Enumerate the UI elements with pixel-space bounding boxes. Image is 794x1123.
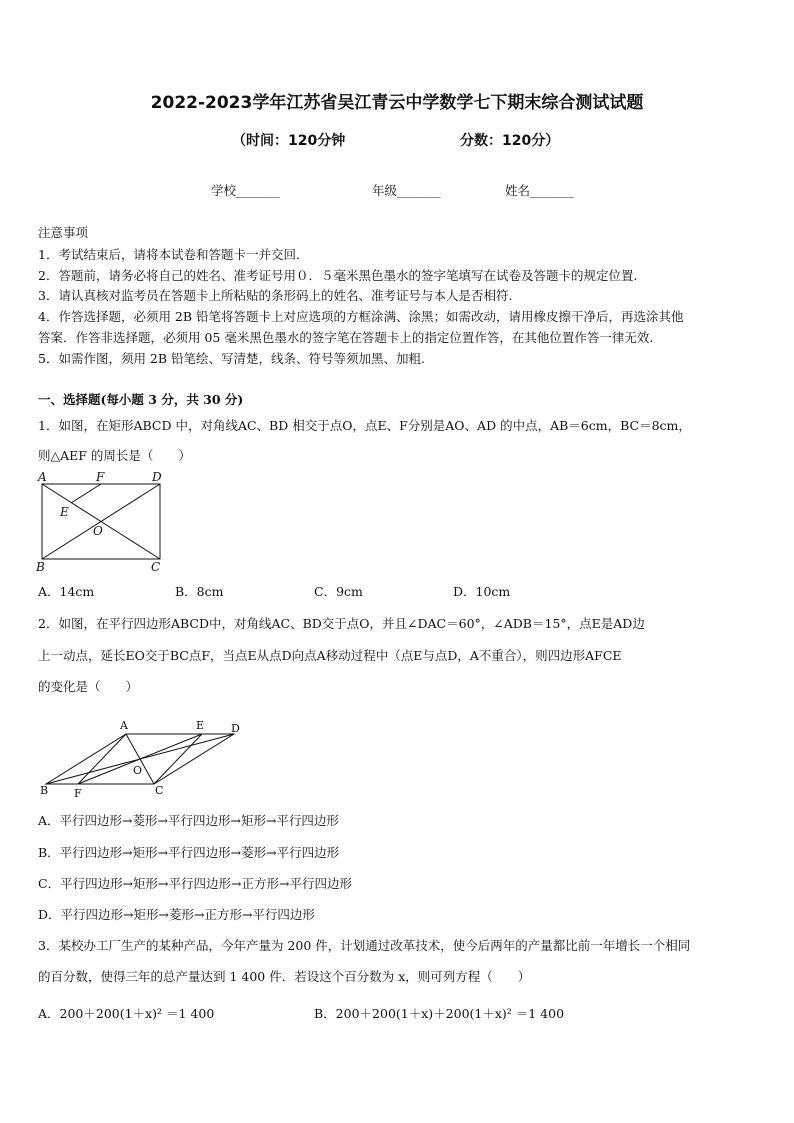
label-a: A	[120, 719, 128, 732]
label-e: E	[196, 719, 205, 732]
time-limit: （时间：120分钟	[232, 133, 346, 149]
page-title: 2022-2023学年江苏省吴江青云中学数学七下期末综合测试试题	[150, 93, 644, 113]
note-item: 3．请认真核对监考员在答题卡上所粘贴的条形码上的姓名、准考证号与本人是否相符.	[38, 288, 513, 303]
q1-stem-line1: 1．如图，在矩形ABCD 中，对角线AC、BD 相交于点O，点E、F分别是AO、AD 的中点，AB＝6cm，BC＝8cm，	[38, 418, 691, 433]
note-item: 4．作答选择题，必须用 2B 铅笔将答题卡上对应选项的方框涂满、涂黑；如需改动，请用橡皮擦干净后，再选涂其他	[38, 309, 684, 324]
label-d: D	[152, 470, 162, 484]
q2-stem-line3: 的变化是（ ）	[38, 679, 139, 694]
school-field[interactable]: 学校_______	[211, 183, 280, 198]
q1-rectangle-figure	[32, 470, 172, 575]
note-item: 5．如需作图，须用 2B 铅笔绘、写清楚，线条、符号等须加黑、加粗.	[38, 351, 426, 366]
label-e: E	[60, 505, 69, 519]
label-c: C	[151, 560, 161, 574]
q3-option-b[interactable]: B．200＋200(1＋x)＋200(1＋x)² ＝1 400	[314, 1006, 565, 1021]
q3-stem-line2: 的百分数，使得三年的总产量达到 1 400 件．若设这个百分数为 x，则可列方程（ ）	[38, 969, 531, 984]
q2-option-c[interactable]: C．平行四边形→矩形→平行四边形→正方形→平行四边形	[38, 876, 352, 891]
q1-option-b[interactable]: B．8cm	[175, 584, 224, 599]
label-a: A	[38, 470, 47, 484]
label-f: F	[74, 787, 82, 798]
q2-parallelogram-figure	[34, 716, 254, 798]
segment-ef	[71, 484, 101, 503]
grade-field[interactable]: 年级_______	[372, 183, 441, 198]
q3-stem-line1: 3．某校办工厂生产的某种产品，今年产量为 200 件，计划通过改革技术，使今后两年的产量都比前一年增长一个相同	[38, 938, 691, 953]
q1-option-c[interactable]: C．9cm	[314, 584, 363, 599]
label-o: O	[133, 764, 143, 777]
total-score: 分数：120分）	[460, 133, 560, 149]
q2-option-a[interactable]: A．平行四边形→菱形→平行四边形→矩形→平行四边形	[38, 813, 339, 828]
label-b: B	[40, 784, 49, 797]
section-heading: 一、选择题(每小题 3 分，共 30 分)	[38, 392, 244, 407]
notes-heading: 注意事项	[38, 225, 89, 240]
note-item: 2．答题前，请务必将自己的姓名、准考证号用０．５毫米黑色墨水的签字笔填写在试卷及答题卡的规定位置.	[38, 268, 638, 283]
q3-option-a[interactable]: A．200＋200(1＋x)² ＝1 400	[38, 1006, 215, 1021]
label-o: O	[93, 524, 103, 538]
label-b: B	[36, 560, 45, 574]
q2-stem-line2: 上一动点，延长EO交于BC点F，当点E从点D向点A移动过程中（点E与点D，A不重合），则四边形AFCE	[38, 648, 622, 663]
note-item: 1．考试结束后，请将本试卷和答题卡一并交回.	[38, 247, 300, 262]
name-field[interactable]: 姓名_______	[505, 183, 574, 198]
q2-stem-line1: 2．如图，在平行四边形ABCD中，对角线AC、BD交于点O，并且∠DAC＝60°，∠ADB＝15°，点E是AD边	[38, 616, 645, 631]
label-f: F	[96, 470, 105, 484]
q2-option-b[interactable]: B．平行四边形→矩形→平行四边形→菱形→平行四边形	[38, 845, 340, 860]
q1-stem-line2: 则△AEF 的周长是（ ）	[38, 448, 191, 463]
q1-option-d[interactable]: D．10cm	[453, 584, 511, 599]
q2-option-d[interactable]: D．平行四边形→矩形→菱形→正方形→平行四边形	[38, 907, 315, 922]
q1-option-a[interactable]: A．14cm	[38, 584, 95, 599]
label-c: C	[155, 784, 164, 797]
note-item: 答案．作答非选择题，必须用 05 毫米黑色墨水的签字笔在答题卡上的指定位置作答，在其他位置作答一律无效.	[38, 330, 654, 345]
label-d: D	[231, 722, 240, 735]
